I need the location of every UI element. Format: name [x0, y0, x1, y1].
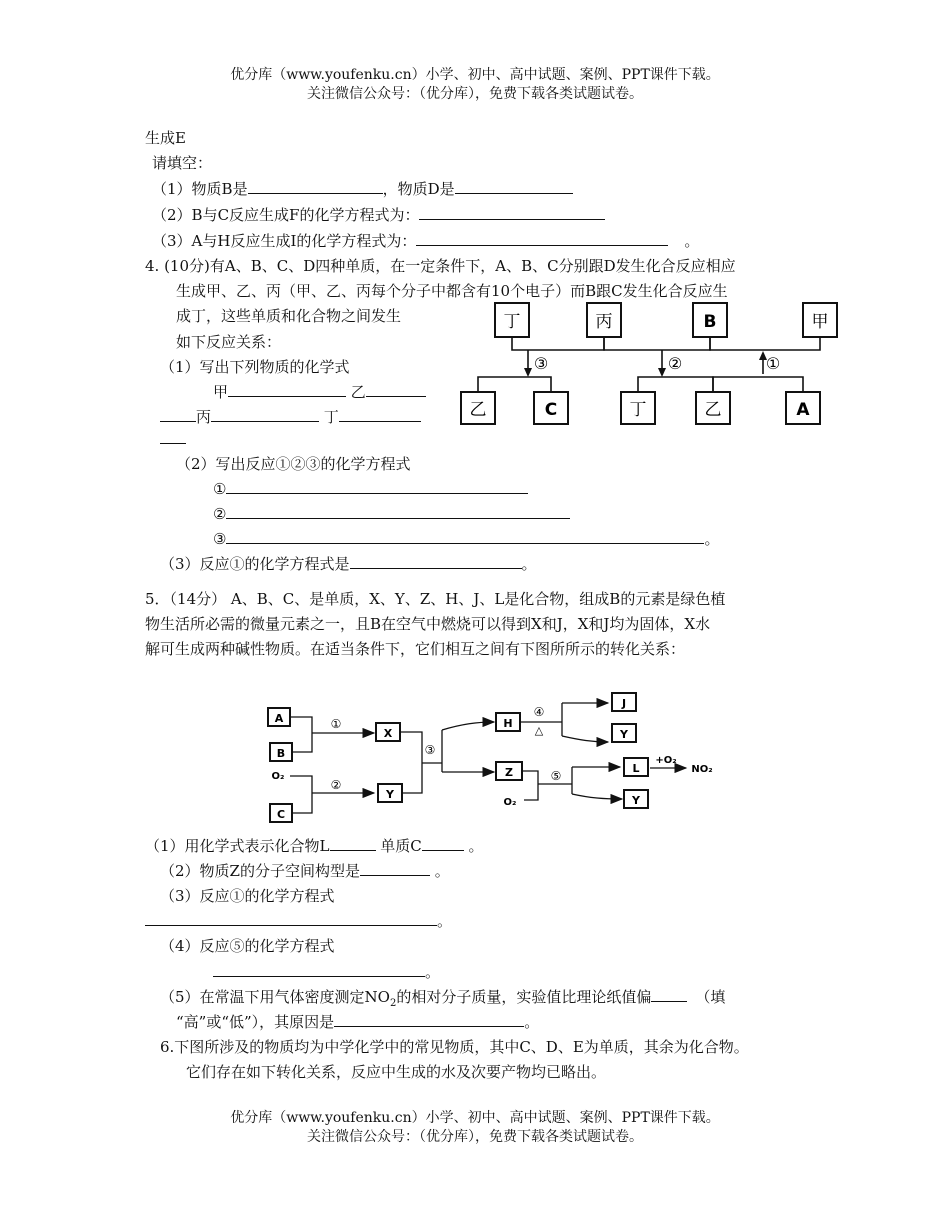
q4-sub-3-text: （3）反应①的化学方程式是 — [160, 555, 350, 573]
q4-label-top-b: B — [703, 312, 717, 332]
q5-p5-text-a: （5）在常温下用气体密度测定NO — [160, 988, 390, 1006]
q4-connector-bottom-1 — [713, 377, 803, 392]
q4-eq-2-mark: ② — [213, 505, 227, 523]
q4-line-4: 如下反应关系： — [176, 333, 282, 351]
q5-label-a: A — [274, 712, 284, 725]
q5-label-y-right: Y — [632, 794, 640, 807]
q5-line-1: 5．（14分） A、B、C、是单质，X、Y、Z、H、J、L是化合物，组成B的元素是绿色植 — [145, 590, 726, 608]
q5-blank-c[interactable] — [422, 835, 464, 851]
q5-arrow-3-h — [442, 722, 494, 730]
q5-part-3: （3）反应①的化学方程式 — [160, 887, 335, 905]
q5-bracket-o2c — [290, 776, 312, 813]
q5-blank-l[interactable] — [330, 835, 376, 851]
q5-label-j: J — [621, 697, 627, 710]
q5-p5-text-c: （填 — [695, 988, 726, 1006]
footer-line-2: 关注微信公众号：（优分库），免费下载各类试题试卷。 — [307, 1129, 643, 1145]
q5-part-2 — [160, 860, 450, 881]
q5-mark-2: ② — [330, 778, 342, 792]
q5-mark-4: ④ — [533, 705, 545, 719]
q5-reaction-diagram — [262, 688, 722, 824]
q4-formula-row-3 — [160, 428, 186, 448]
q4-sub-2: （2）写出反应①②③的化学方程式 — [176, 455, 411, 473]
q5-p5-subscript: 2 — [389, 998, 397, 1009]
q4-line-3: 成丁，这些单质和化合物之间发生 — [176, 307, 402, 325]
q4-label-bottom-yi-1: 乙 — [469, 400, 487, 420]
q4-line-2: 生成甲、乙、丙（甲、乙、丙每个分子中都含有10个电子）而B跟C发生化合反应生 — [176, 282, 728, 300]
q3-continuation: 生成E — [145, 129, 186, 147]
q5-label-o2-left: O₂ — [271, 771, 285, 782]
q5-label-h: H — [503, 717, 513, 730]
q4-eq-2 — [213, 503, 570, 523]
q5-label-z: Z — [505, 766, 513, 779]
q4-arrowhead-2 — [658, 368, 666, 377]
q5-p1-text-c: 。 — [463, 837, 484, 855]
q4-label-ding: 丁 — [323, 408, 339, 426]
q5-arrow-4-y — [562, 736, 608, 742]
q4-connector-b-jia — [710, 337, 820, 350]
q5-p1-text-a: （1）用化学式表示化合物L — [145, 837, 330, 855]
q4-mark-1: ① — [765, 354, 781, 373]
q5-p5-text-b: 的相对分子质量，实验值比理论纸值偏 — [396, 988, 652, 1006]
q5-line-3: 解可生成两种碱性物质。在适当条件下，它们相互之间有下图所所示的转化关系： — [145, 640, 686, 658]
q4-blank-ding-cont[interactable] — [160, 428, 186, 444]
q4-connector-ding-bing — [512, 337, 604, 350]
q4-eq-3 — [213, 528, 719, 549]
q4-sub-1: （1）写出下列物质的化学式 — [160, 358, 350, 376]
q4-label-bottom-a: A — [796, 400, 810, 420]
q5-p5-text-e: 。 — [524, 1013, 540, 1031]
q4-label-yi: 乙 — [350, 383, 366, 401]
q4-label-top-bing: 丙 — [595, 312, 613, 332]
q5-part-5 — [160, 986, 725, 1009]
q4-formula-row-2 — [160, 406, 421, 427]
q4-label-top-jia: 甲 — [811, 312, 829, 332]
q4-reaction-diagram — [455, 298, 845, 430]
q4-blank-yi[interactable] — [366, 381, 426, 397]
q5-part-5-reason — [176, 1011, 539, 1032]
q4-label-bing: 丙 — [196, 408, 212, 426]
q3-p3-text: （3）A与H反应生成I的化学方程式为： — [152, 232, 417, 250]
q4-eq-3-end: 。 — [704, 530, 720, 548]
q5-blank-z-shape[interactable] — [360, 860, 430, 876]
q5-blank-eq-5[interactable] — [213, 961, 425, 977]
q5-mark-1: ① — [330, 717, 342, 731]
q4-blank-eq-1[interactable] — [226, 478, 528, 494]
q5-label-y-mid: Y — [620, 728, 628, 741]
q5-label-plus-o2: +O₂ — [655, 755, 677, 766]
q5-part-4: （4）反应⑤的化学方程式 — [160, 937, 335, 955]
q4-blank-eq-2[interactable] — [226, 503, 570, 519]
q4-sub-3 — [160, 553, 537, 574]
q3-blank-d[interactable] — [455, 178, 573, 194]
q4-mark-2: ② — [667, 354, 683, 373]
q5-label-no2: NO₂ — [691, 764, 713, 775]
q5-part-4-answer — [213, 961, 440, 982]
q4-connector-bottom-2 — [638, 377, 713, 392]
q4-connector-bing-b — [604, 337, 710, 350]
q3-p1-text-a: （1）物质B是 — [152, 180, 248, 198]
q4-eq-3-mark: ③ — [213, 530, 227, 548]
q6-line-2: 它们存在如下转化关系，反应中生成的水及次要产物均已略出。 — [186, 1063, 607, 1081]
q4-arrowhead-3 — [524, 368, 532, 377]
q5-bracket-xy — [400, 732, 422, 793]
q5-p4-end: 。 — [425, 963, 441, 981]
q5-p5-text-d: “高”或“低”），其原因是 — [176, 1013, 335, 1031]
q4-blank-eq-3[interactable] — [226, 528, 704, 544]
q3-blank-f-equation[interactable] — [419, 204, 605, 220]
q4-eq-1 — [213, 478, 528, 498]
q4-blank-jia[interactable] — [228, 381, 346, 397]
q4-connector-bottom-3 — [478, 377, 551, 392]
q3-part-2 — [152, 204, 605, 225]
q3-part-1 — [152, 178, 573, 199]
q5-label-c: C — [276, 808, 286, 821]
q4-blank-sub-3[interactable] — [350, 553, 522, 569]
q5-blank-reason[interactable] — [334, 1011, 524, 1027]
q5-heat-symbol: △ — [534, 724, 544, 737]
q3-part-3 — [152, 230, 699, 251]
q3-fill-prompt: 请填空： — [152, 154, 213, 172]
q4-blank-yi-cont[interactable] — [160, 406, 196, 422]
q3-p2-text: （2）B与C反应生成F的化学方程式为： — [152, 206, 420, 224]
q5-label-l: L — [632, 762, 640, 775]
q3-p3-end: 。 — [684, 232, 700, 250]
footer-line-1: 优分库（www.youfenku.cn）小学、初中、高中试题、案例、PPT课件下载。 — [230, 1110, 720, 1126]
q4-label-jia: 甲 — [213, 383, 229, 401]
q5-blank-eq-1[interactable] — [145, 910, 437, 926]
q4-blank-bing[interactable] — [211, 406, 319, 422]
q4-sub-3-end: 。 — [521, 555, 537, 573]
q5-bracket-zo2 — [522, 771, 538, 800]
q5-p1-text-b: 单质C — [375, 837, 422, 855]
q5-line-2: 物生活所必需的微量元素之一，且B在空气中燃烧可以得到X和J，X和J均为固体，X水 — [145, 615, 711, 633]
q5-blank-high-low[interactable] — [651, 986, 687, 1002]
q4-eq-1-mark: ① — [213, 480, 227, 498]
q4-label-bottom-yi-2: 乙 — [704, 400, 722, 420]
q4-label-bottom-ding: 丁 — [629, 400, 647, 420]
q5-mark-3: ③ — [424, 743, 436, 757]
q5-part-3-answer — [145, 910, 452, 931]
q4-blank-ding[interactable] — [339, 406, 421, 422]
q6-line-1: 6.下图所涉及的物质均为中学化学中的常见物质，其中C、D、E为单质，其余为化合物。 — [160, 1038, 749, 1056]
q5-label-y-left: Y — [386, 788, 394, 801]
q5-p2-text-b: 。 — [429, 862, 450, 880]
q4-mark-3: ③ — [533, 354, 549, 373]
q4-formula-row-1 — [213, 381, 426, 402]
header-line-2: 关注微信公众号：（优分库），免费下载各类试题试卷。 — [307, 86, 643, 102]
q4-label-top-ding: 丁 — [503, 312, 521, 332]
q4-label-bottom-c: C — [544, 400, 558, 420]
q4-line-1: 4. (10分)有A、B、C、D四种单质，在一定条件下，A、B、C分别跟D发生化合反应相应 — [145, 257, 736, 275]
q3-p1-text-b: ，物质D是 — [382, 180, 455, 198]
q5-mark-5: ⑤ — [550, 769, 562, 783]
q5-part-1 — [145, 835, 484, 856]
header-line-1: 优分库（www.youfenku.cn）小学、初中、高中试题、案例、PPT课件下载。 — [230, 67, 720, 83]
q3-blank-i-equation[interactable] — [416, 230, 668, 246]
q5-p2-text-a: （2）物质Z的分子空间构型是 — [160, 862, 360, 880]
q5-label-b: B — [276, 747, 286, 760]
q5-label-x: X — [383, 727, 393, 740]
q3-blank-b[interactable] — [248, 178, 383, 194]
q5-arrow-5-y — [572, 794, 622, 799]
q5-p3-end: 。 — [437, 912, 453, 930]
q5-label-o2-right: O₂ — [503, 797, 517, 808]
q5-bracket-ab — [290, 717, 312, 752]
